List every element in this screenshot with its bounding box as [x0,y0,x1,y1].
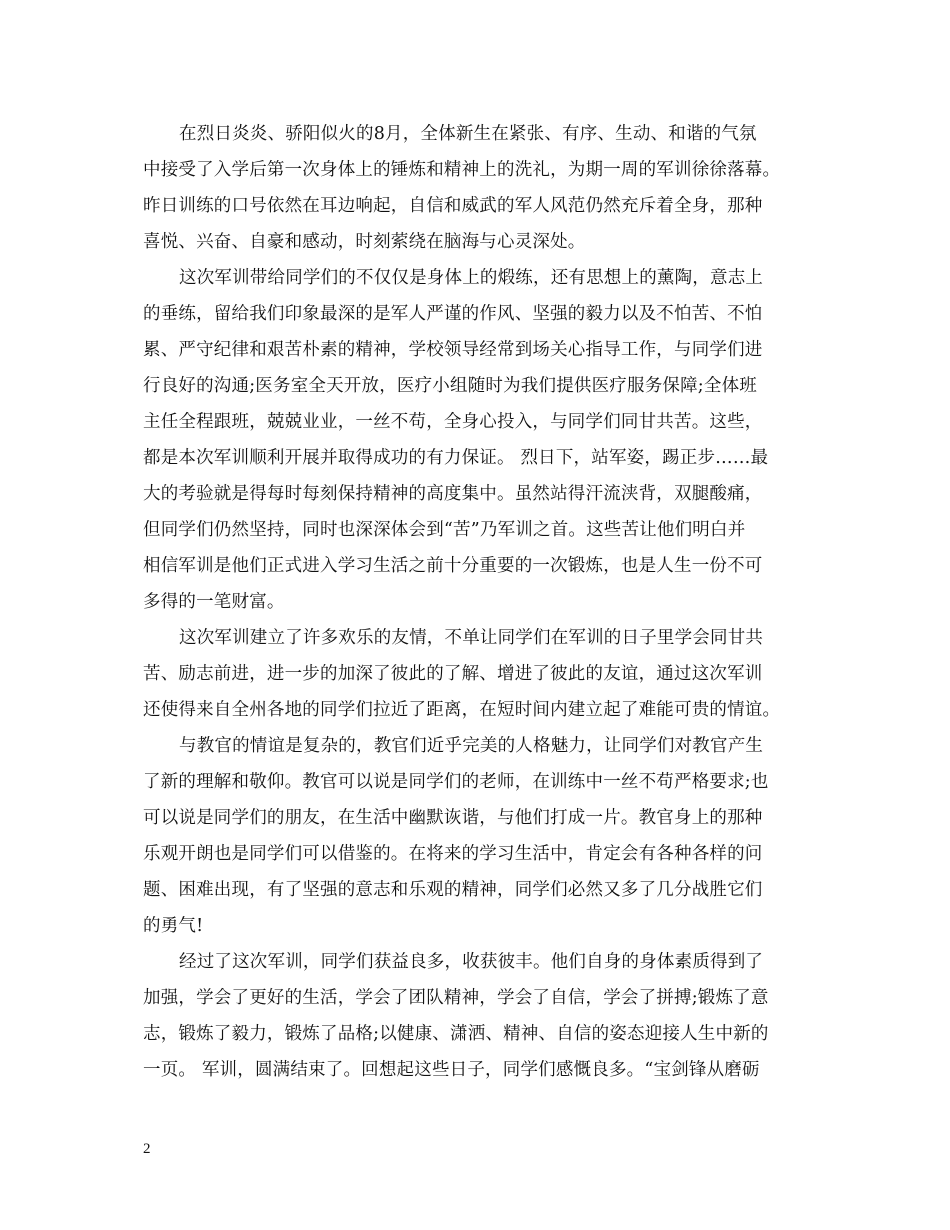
text-line: 了新的理解和敬仰。教官可以说是同学们的老师，在训练中一丝不苟严格要求;也 [143,772,769,792]
page-number: 2 [143,1141,151,1157]
text-line: 经过了这次军训，同学们获益良多，收获彼丰。他们自身的身体素质得到了 [179,952,764,972]
text-line: 这次军训建立了许多欢乐的友情，不单让同学们在军训的日子里学会同甘共 [179,628,764,648]
text-line: 行良好的沟通;医务室全天开放，医疗小组随时为我们提供医疗服务保障;全体班 [143,376,757,396]
text-line: 但同学们仍然坚持，同时也深深体会到“苦”乃军训之首。这些苦让他们明白并 [143,520,746,540]
body-text [143,116,808,1088]
text-line: 大的考验就是得每时每刻保持精神的高度集中。虽然站得汗流浃背，双腿酸痛， [143,484,763,504]
text-line: 志，锻炼了毅力，锻炼了品格;以健康、潇洒、精神、自信的姿态迎接人生中新的 [143,1024,769,1044]
text-line: 的勇气! [143,916,204,936]
text-line: 这次军训带给同学们的不仅仅是身体上的煅练，还有思想上的薰陶，意志上 [179,268,764,288]
text-line: 都是本次军训顺利开展并取得成功的有力保证。 烈日下，站军姿，踢正步……最 [143,448,769,468]
text-line: 相信军训是他们正式进入学习生活之前十分重要的一次锻炼，也是人生一份不可 [143,556,763,576]
text-line: 与教官的情谊是复杂的，教官们近乎完美的人格魅力，让同学们对教官产生 [179,736,764,756]
text-line: 在烈日炎炎、骄阳似火的8月，全体新生在紧张、有序、生动、和谐的气氛 [179,124,757,144]
text-line: 还使得来自全州各地的同学们拉近了距离，在短时间内建立起了难能可贵的情谊。 [143,700,781,720]
text-line: 累、严守纪律和艰苦朴素的精神，学校领导经常到场关心指导工作，与同学们进 [143,340,763,360]
text-line: 苦、励志前进，进一步的加深了彼此的了解、增进了彼此的友谊，通过这次军训 [143,664,763,684]
text-line: 中接受了入学后第一次身体上的锤炼和精神上的洗礼，为期一周的军训徐徐落幕。 [143,160,781,180]
text-line: 乐观开朗也是同学们可以借鉴的。在将来的学习生活中，肯定会有各种各样的问 [143,844,763,864]
text-line: 可以说是同学们的朋友，在生活中幽默诙谐，与他们打成一片。教官身上的那种 [143,808,763,828]
text-line: 题、困难出现，有了坚强的意志和乐观的精神，同学们必然又多了几分战胜它们 [143,880,763,900]
text-line: 喜悦、兴奋、自豪和感动，时刻萦绕在脑海与心灵深处。 [143,232,586,252]
text-line: 多得的一笔财富。 [143,592,285,612]
text-line: 加强，学会了更好的生活，学会了团队精神，学会了自信，学会了拼搏;锻炼了意 [143,988,769,1008]
text-line: 主任全程跟班，兢兢业业，一丝不苟，全身心投入，与同学们同甘共苦。这些， [143,412,763,432]
text-line: 昨日训练的口号依然在耳边响起，自信和威武的军人风范仍然充斥着全身，那种 [143,196,763,216]
text-line: 的垂练，留给我们印象最深的是军人严谨的作风、坚强的毅力以及不怕苦、不怕 [143,304,763,324]
text-line: 一页。 军训，圆满结束了。回想起这些日子，同学们感慨良多。“宝剑锋从磨砺 [143,1060,760,1080]
